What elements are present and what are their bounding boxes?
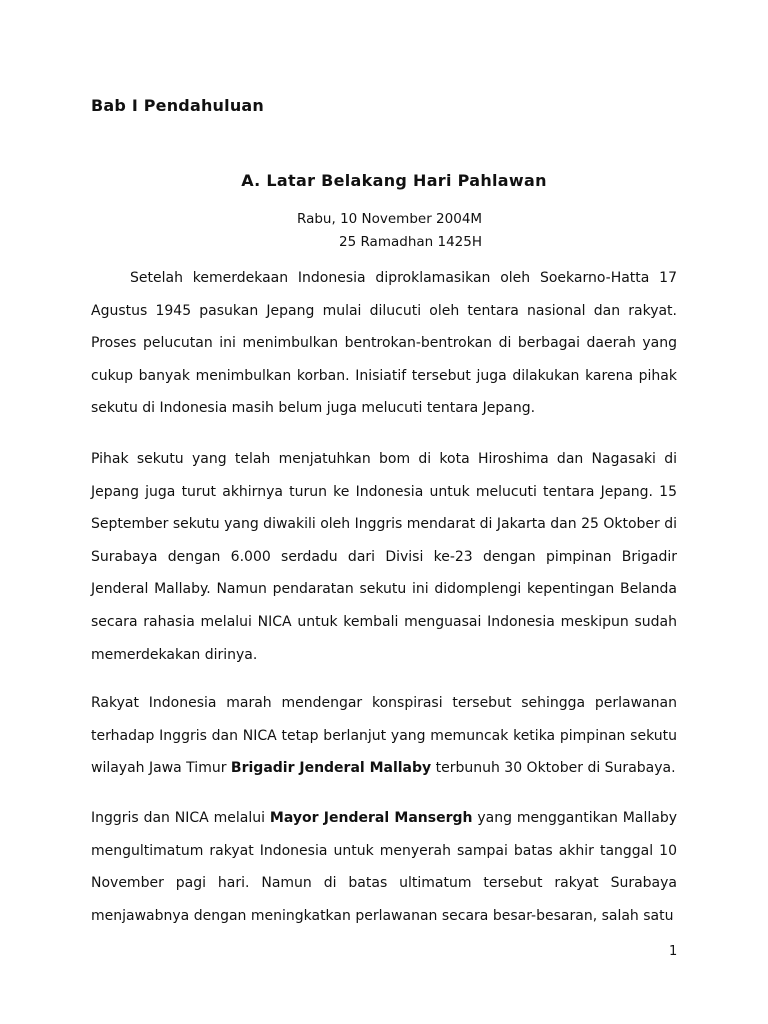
paragraph-3-text-before: Rakyat Indonesia marah mendengar konspirasi tersebut sehingga perlawanan terhadap Inggris dan NICA tetap berlanjut yang memuncak ketika pimpinan sekutu wilayah Jawa Timur [91,695,677,777]
date-hijri: 25 Ramadhan 1425H [339,234,483,250]
paragraph-4-bold-name: Mayor Jenderal Mansergh [269,810,473,826]
chapter-title: Bab I Pendahuluan [91,96,265,115]
paragraph-3-text-after: terbunuh 30 Oktober di Surabaya. [431,760,676,777]
section-title: A. Latar Belakang Hari Pahlawan [241,171,547,190]
paragraph-4-text-before: Inggris dan NICA melalui [91,810,270,826]
paragraph-4-text-after: yang menggantikan Mallaby mengultimatum rakyat Indonesia untuk menyerah sampai batas akhir tanggal 10 November pagi hari. Namun di batas ultimatum tersebut rakyat Surabaya menjawabnya dengan meningkatkan perlawanan secara besar-besaran, salah satu [91,810,677,924]
page-number: 1 [669,944,678,959]
paragraph-3-bold-name: Brigadir Jenderal Mallaby [230,760,432,777]
paragraph-4 [91,802,677,932]
paragraph-1: Setelah kemerdekaan Indonesia diproklamasikan oleh Soekarno-Hatta 17 Agustus 1945 pasukan Jepang mulai dilucuti oleh tentara nasional dan rakyat. Proses pelucutan ini menimbulkan bentrokan-bentrokan di berbagai daerah yang cukup banyak menimbulkan korban. Inisiatif tersebut juga dilakukan karena pihak sekutu di Indonesia masih belum juga melucuti tentara Jepang. [91,270,677,417]
date-gregorian: Rabu, 10 November 2004M [297,211,483,227]
paragraph-3 [91,687,677,785]
paragraph-2: Pihak sekutu yang telah menjatuhkan bom di kota Hiroshima dan Nagasaki di Jepang juga turut akhirnya turun ke Indonesia untuk melucuti tentara Jepang. 15 September sekutu yang diwakili oleh Inggris mendarat di Jakarta dan 25 Oktober di Surabaya dengan 6.000 serdadu dari Divisi ke-23 dengan pimpinan Brigadir Jenderal Mallaby. Namun pendaratan sekutu ini didomplengi kepentingan Belanda secara rahasia melalui NICA untuk kembali menguasai Indonesia meskipun sudah memerdekakan dirinya. [91,451,677,663]
